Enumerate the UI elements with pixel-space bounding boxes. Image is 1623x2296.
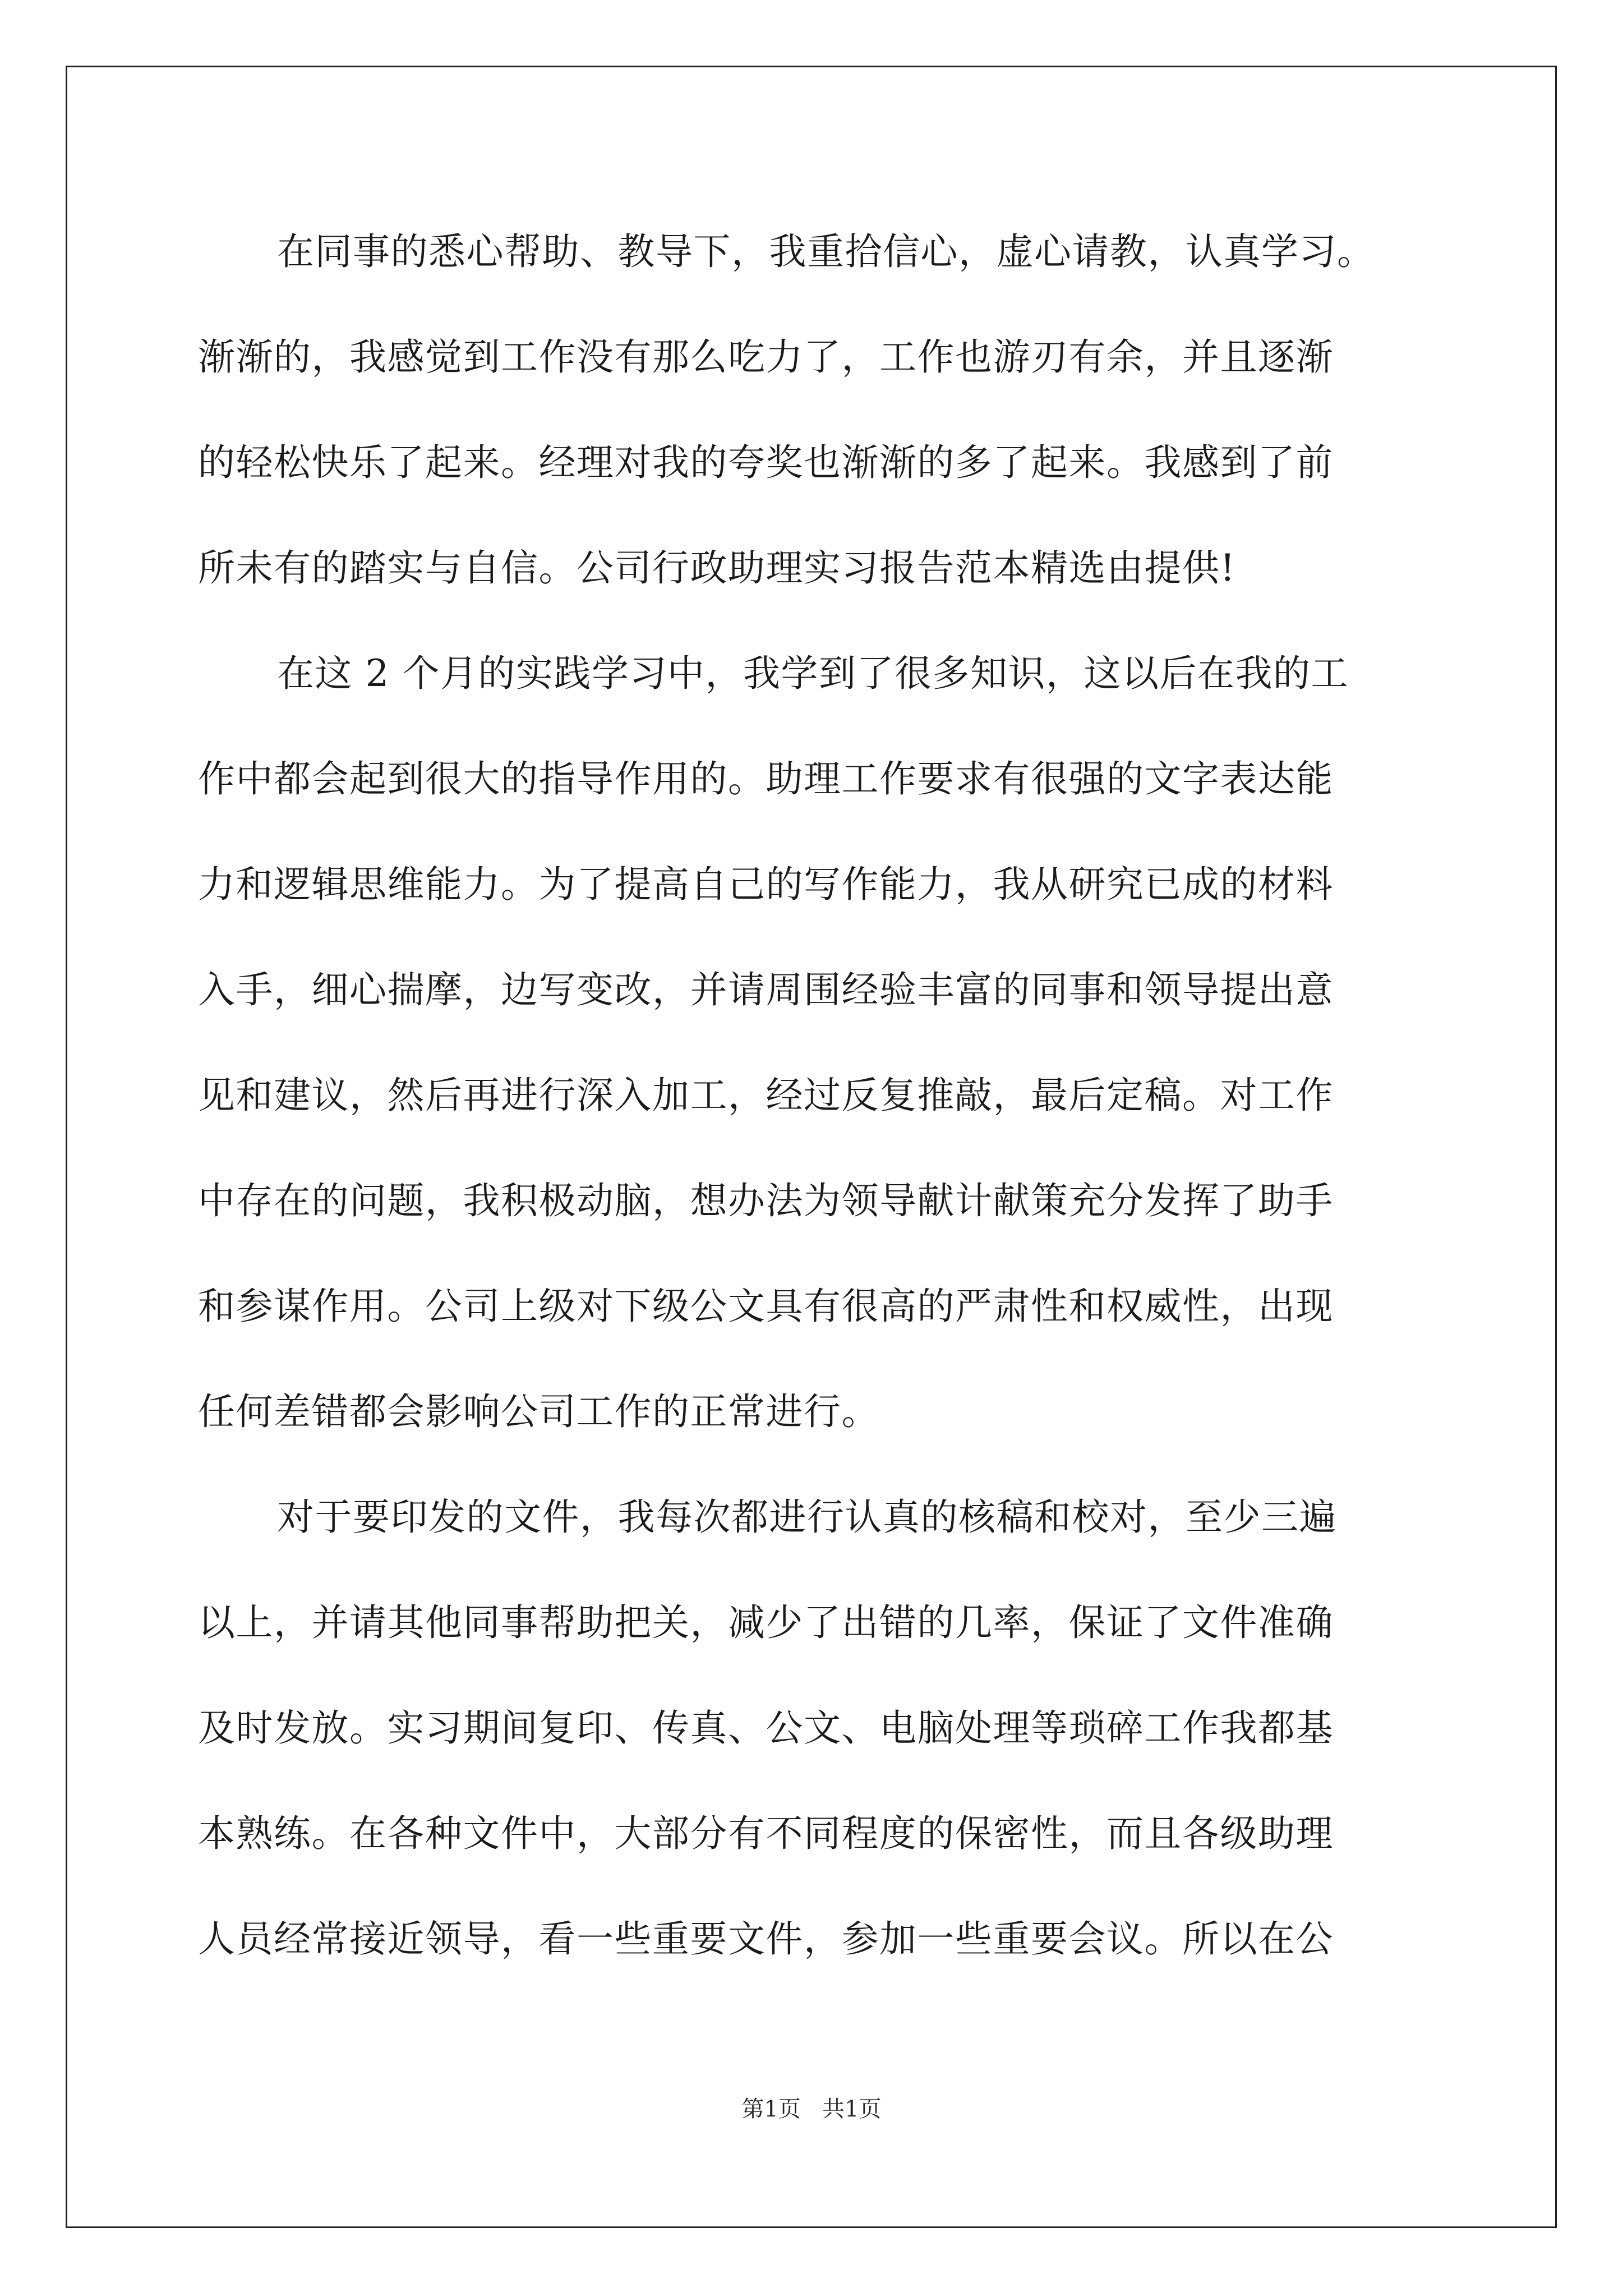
text-line: 本熟练。在各种文件中，大部分有不同程度的保密性，而且各级助理 <box>198 1812 1334 1855</box>
text-line: 以上，并请其他同事帮助把关，减少了出错的几率，保证了文件准确 <box>198 1601 1334 1644</box>
text-line: 及时发放。实习期间复印、传真、公文、电脑处理等琐碎工作我都基 <box>198 1706 1334 1750</box>
text-line: 见和建议，然后再进行深入加工，经过反复推敲，最后定稿。对工作 <box>198 1074 1334 1117</box>
text-line: 力和逻辑思维能力。为了提高自己的写作能力，我从研究已成的材料 <box>198 863 1334 906</box>
page-number-footer: 第1页 共1页 <box>741 2096 882 2122</box>
text-line: 作中都会起到很大的指导作用的。助理工作要求有很强的文字表达能 <box>198 757 1334 800</box>
text-line: 在这 2 个月的实践学习中，我学到了很多知识，这以后在我的工 <box>277 652 1349 695</box>
text-line: 入手，细心揣摩，边写变改，并请周围经验丰富的同事和领导提出意 <box>198 968 1334 1011</box>
text-line: 中存在的问题，我积极动脑，想办法为领导献计献策充分发挥了助手 <box>198 1179 1334 1222</box>
text-line: 在同事的悉心帮助、教导下，我重拾信心，虚心请教，认真学习。 <box>277 230 1375 273</box>
text-line: 对于要印发的文件，我每次都进行认真的核稿和校对，至少三遍 <box>277 1496 1337 1539</box>
text-line: 人员经常接近领导，看一些重要文件，参加一些重要会议。所以在公 <box>198 1917 1334 1961</box>
text-line: 的轻松快乐了起来。经理对我的夸奖也渐渐的多了起来。我感到了前 <box>198 441 1334 484</box>
document-body <box>198 199 1432 1992</box>
text-line: 任何差错都会影响公司工作的正常进行。 <box>198 1390 879 1433</box>
text-line: 和参谋作用。公司上级对下级公文具有很高的严肃性和权威性，出现 <box>198 1285 1334 1328</box>
text-line: 渐渐的，我感觉到工作没有那么吃力了，工作也游刃有余，并且逐渐 <box>198 335 1334 379</box>
text-line: 所未有的踏实与自信。公司行政助理实习报告范本精选由提供! <box>198 546 1236 590</box>
